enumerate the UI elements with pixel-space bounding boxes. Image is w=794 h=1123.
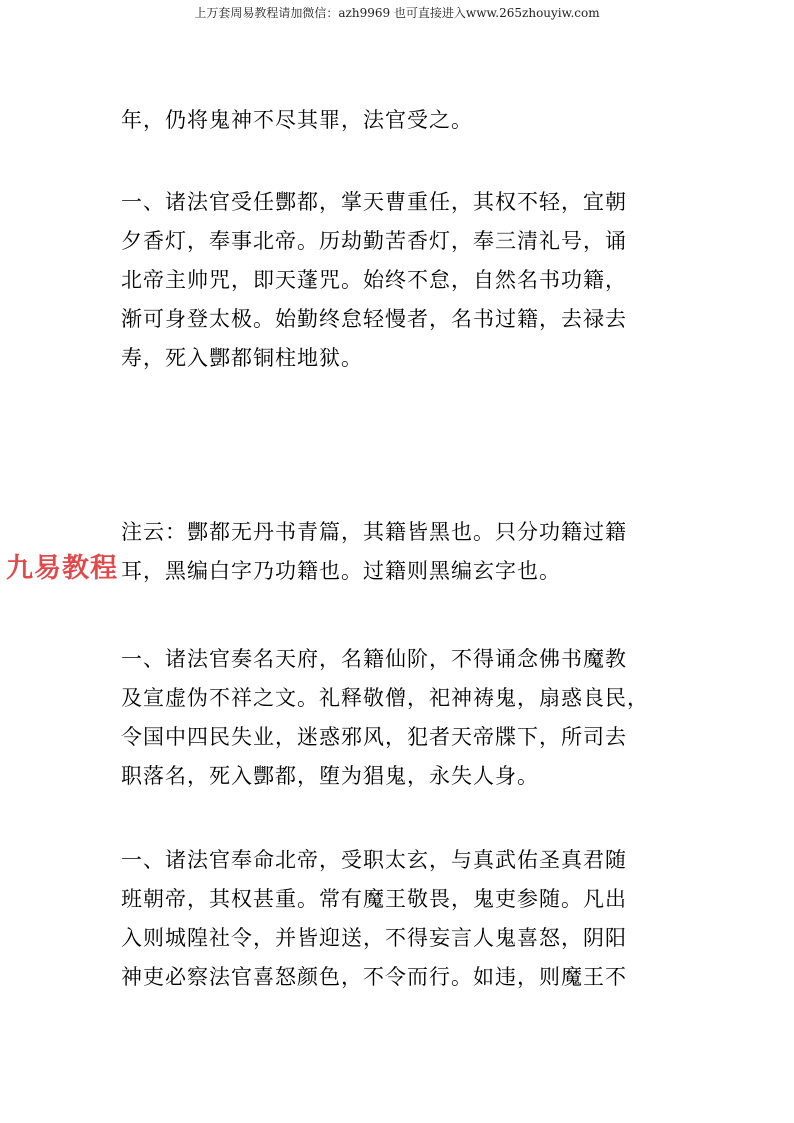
text-line: 一、诸法官奉命北帝，受职太玄，与真武佑圣真君随	[121, 848, 627, 872]
paragraph-2	[121, 183, 691, 378]
text-line: 职落名，死入酆都，堕为猖鬼，永失人身。	[121, 764, 539, 788]
paragraph-1	[121, 101, 691, 140]
text-line: 渐可身登太极。始勤终怠轻慢者，名书过籍，去禄去	[121, 307, 627, 331]
text-line: 寿，死入酆都铜柱地狱。	[121, 346, 363, 370]
text-line: 令国中四民失业，迷惑邪风，犯者天帝牒下，所司去	[121, 725, 627, 749]
text-line: 及宣虚伪不祥之文。礼释敬僧，祀神祷鬼，扇惑良民，	[121, 686, 649, 710]
text-line: 北帝主帅咒，即天蓬咒。始终不怠，自然名书功籍，	[121, 268, 627, 292]
text-line: 夕香灯，奉事北帝。历劫勤苦香灯，奉三清礼号，诵	[121, 229, 627, 253]
text-line: 入则城隍社令，并皆迎送，不得妄言人鬼喜怒，阴阳	[121, 926, 627, 950]
page-header: 上万套周易教程请加微信：azh9969 也可直接进入www.265zhouyiw.com	[194, 6, 600, 20]
text-line: 年，仍将鬼神不尽其罪，法官受之。	[121, 108, 473, 132]
text-line: 神吏必察法官喜怒颜色，不令而行。如违，则魔王不	[121, 965, 627, 989]
paragraph-3	[121, 513, 691, 591]
text-line: 耳，黑编白字乃功籍也。过籍则黑编玄字也。	[121, 559, 561, 583]
text-line: 注云：酆都无丹书青篇，其籍皆黑也。只分功籍过籍	[121, 520, 627, 544]
watermark-logo: 九易教程	[6, 553, 118, 584]
paragraph-4	[121, 640, 691, 796]
text-line: 班朝帝，其权甚重。常有魔王敬畏，鬼吏参随。凡出	[121, 887, 627, 911]
paragraph-5	[121, 841, 691, 997]
text-line: 一、诸法官受任酆都，掌天曹重任，其权不轻，宜朝	[121, 190, 627, 214]
text-line: 一、诸法官奏名天府，名籍仙阶，不得诵念佛书魔教	[121, 647, 627, 671]
